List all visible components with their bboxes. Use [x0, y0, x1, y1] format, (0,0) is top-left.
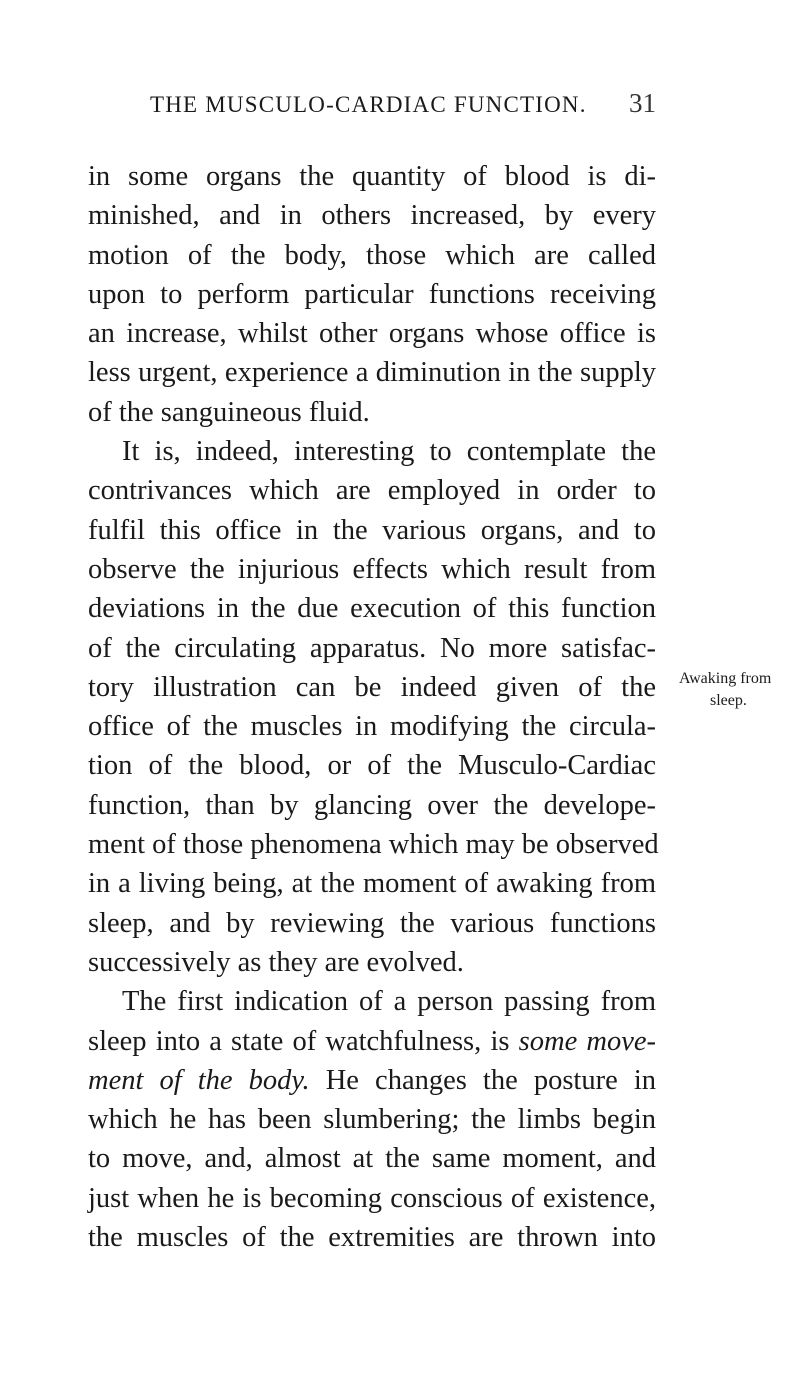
text-line: tion of the blood, or of the Musculo-Cardiac — [88, 750, 656, 782]
marginal-note-line: Awaking from — [679, 670, 772, 687]
text-line: ment of those phenomena which may be observed — [88, 829, 659, 861]
text-line: less urgent, experience a diminution in the supply — [88, 357, 656, 389]
text-line: of the circulating apparatus. No more satisfac- — [88, 632, 656, 664]
body-text — [88, 157, 659, 1257]
running-head — [150, 88, 656, 126]
text-line: an increase, whilst other organs whose office is — [88, 318, 656, 350]
italic-phrase: some move- — [518, 1025, 657, 1057]
italic-phrase: ment of the body. — [88, 1064, 310, 1096]
text-line: The first indication of a person passing from — [122, 986, 656, 1018]
text-line: office of the muscles in modifying the circula- — [88, 711, 656, 743]
text-segment: He changes the posture in — [309, 1064, 656, 1096]
text-line: motion of the body, those which are called — [88, 239, 656, 271]
text-line-mixed — [88, 1022, 656, 1061]
marginal-note — [679, 668, 799, 712]
text-line: deviations in the due execution of this function — [88, 593, 656, 625]
text-line: function, than by glancing over the develope- — [88, 789, 656, 821]
text-line: the muscles of the extremities are thrown into — [88, 1222, 656, 1254]
text-line: just when he is becoming conscious of existence, — [88, 1182, 656, 1214]
text-line: It is, indeed, interesting to contemplate the — [122, 436, 656, 468]
text-line: successively as they are evolved. — [88, 946, 464, 978]
text-line: in a living being, at the moment of awaking from — [88, 868, 656, 900]
text-line: which he has been slumbering; the limbs begin — [88, 1104, 656, 1136]
text-line: fulfil this office in the various organs, and to — [88, 514, 656, 546]
text-line: observe the injurious effects which result from — [88, 553, 656, 585]
text-segment: sleep into a state of watchfulness, is — [88, 1025, 510, 1057]
text-line-mixed — [88, 1061, 656, 1100]
running-title: THE MUSCULO-CARDIAC FUNCTION. — [150, 92, 587, 117]
page-number: 31 — [629, 88, 656, 118]
text-line: sleep, and by reviewing the various functions — [88, 907, 656, 939]
text-line: upon to perform particular functions receiving — [88, 278, 656, 310]
text-line: in some organs the quantity of blood is di- — [88, 161, 656, 192]
text-line: of the sanguineous fluid. — [88, 396, 370, 428]
text-line: contrivances which are employed in order to — [88, 475, 656, 507]
marginal-note-line: sleep. — [710, 692, 747, 709]
text-line: minished, and in others increased, by every — [88, 200, 656, 232]
text-line: to move, and, almost at the same moment, and — [88, 1143, 656, 1175]
text-line: tory illustration can be indeed given of the — [88, 671, 656, 703]
